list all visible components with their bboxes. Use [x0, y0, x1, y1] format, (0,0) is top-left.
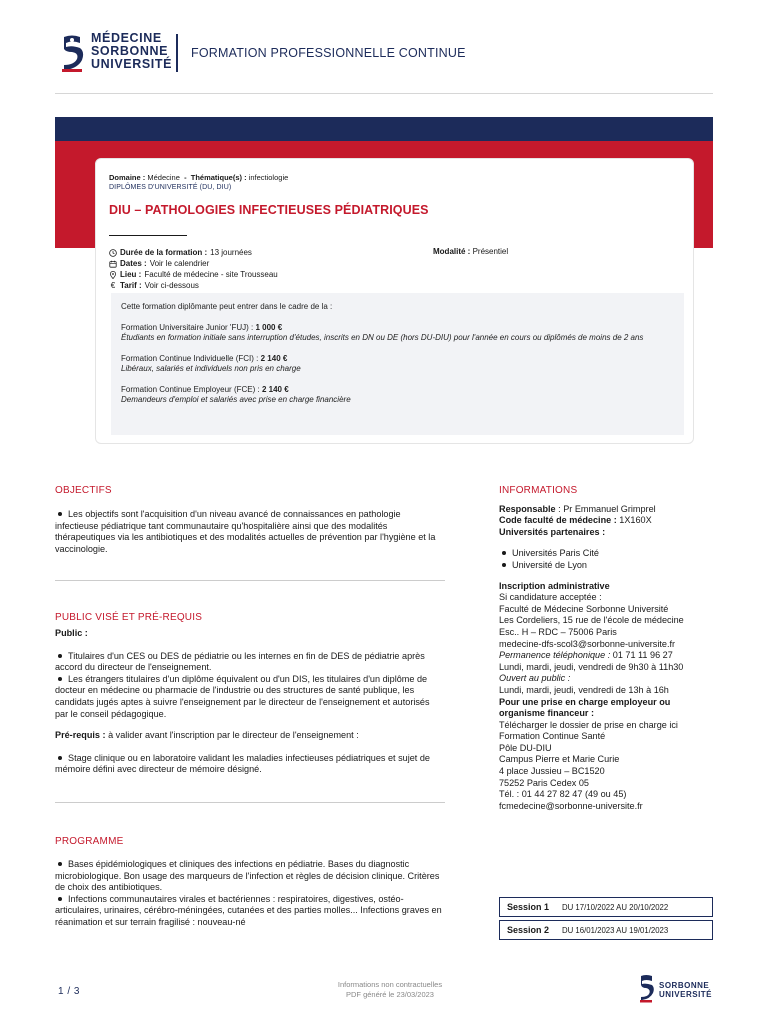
programme-section: [55, 836, 445, 929]
footer-logo-wordmark: [659, 981, 712, 999]
modalite-value: Présentiel: [472, 247, 509, 256]
footer-logo: [637, 975, 717, 1005]
code-label: Code faculté de médecine :: [499, 515, 617, 526]
inscription-line: Faculté de Médecine Sorbonne Université: [499, 603, 669, 614]
fci-label: Formation Continue Individuelle (FCI) :: [121, 354, 259, 363]
prereq-label: Pré-requis :: [55, 730, 106, 741]
faculty-logo[interactable]: [58, 32, 178, 76]
prereq-item-text: Stage clinique ou en laboratoire validant les maladies infectieuses pédiatriques et sujet de mémoire défini avec directeur de mémoire désigné.: [55, 752, 430, 775]
pricing-box: [111, 293, 684, 435]
logo-line-universite: UNIVERSITÉ: [91, 57, 173, 71]
fci-price: 2 140 €: [260, 354, 288, 363]
public-heading: PUBLIC VISÉ ET PRÉ-REQUIS: [55, 612, 203, 623]
logo-wordmark: [91, 32, 172, 71]
employeur-line: Formation Continue Santé: [499, 731, 606, 742]
location-pin-icon: [109, 271, 117, 279]
employeur-line: Pôle DU-DIU: [499, 742, 552, 753]
formation-title: DIU – PATHOLOGIES INFECTIEUSES PÉDIATRIQUES: [109, 203, 429, 217]
fact-duree-value: 13 journées: [210, 248, 252, 257]
banner-blue-band: [55, 117, 713, 141]
objectifs-heading: OBJECTIFS: [55, 485, 112, 496]
partenaire-text: Université de Lyon: [512, 559, 587, 570]
pricing-fuj: [121, 323, 674, 333]
domaine-label: Domaine :: [109, 173, 146, 182]
modalite-label: Modalité :: [433, 247, 471, 256]
public-item: [55, 674, 445, 720]
fuj-note: Étudiants en formation initiale sans interruption d'études, inscrits en DN ou DE (hors DU-DIU) pour l'année en cours ou diplômés de moins de 2 ans: [121, 333, 644, 342]
employeur-line: Campus Pierre et Marie Curie: [499, 754, 620, 765]
fact-dates-label: Dates :: [120, 259, 147, 268]
session-name: Session 2: [507, 925, 550, 935]
inscription-line: Esc.. H – RDC – 75006 Paris: [499, 626, 617, 637]
partenaire-text: Universités Paris Cité: [512, 548, 599, 559]
logo-line-medecine: MÉDECINE: [91, 31, 162, 45]
section-divider: [55, 580, 445, 581]
bullet-icon: [58, 756, 62, 760]
footer-logo-line2: UNIVERSITÉ: [659, 990, 713, 999]
session-row[interactable]: [499, 897, 713, 917]
employeur-email-link[interactable]: fcmedecine@sorbonne-universite.fr: [499, 800, 643, 811]
permanence-label: Permanence téléphonique :: [499, 650, 611, 661]
code-value: 1X160X: [619, 515, 652, 526]
header-title: FORMATION PROFESSIONNELLE CONTINUE: [191, 46, 466, 60]
public-item-text: Titulaires d'un CES ou DES de pédiatrie ou les internes en fin de DES de pédiatrie après accord du directeur de l'enseignement.: [55, 650, 425, 673]
pricing-fce: [121, 385, 674, 395]
fce-note: Demandeurs d'emploi et salariés avec prise en charge financière: [121, 395, 351, 404]
partenaire-item: [499, 548, 714, 560]
fact-dates: [109, 258, 278, 269]
sessions-table: [499, 897, 713, 943]
responsable-value: : Pr Emmanuel Grimprel: [558, 503, 656, 514]
employeur-phone: Tél. : 01 44 27 82 47 (49 ou 45): [499, 789, 627, 800]
footer-logo-line1: SORBONNE: [659, 981, 710, 990]
logo-line-sorbonne: SORBONNE: [91, 44, 169, 58]
page-header: [55, 30, 713, 94]
session-name: Session 1: [507, 902, 550, 912]
objectifs-text: Les objectifs sont l'acquisition d'un niveau avancé de connaissances en pathologie infectieuse pédiatrique tant communautaire qu'hospitalière ainsi que des modalités thérapeutiques via les antibiotiques et des modalités actuelles de prévention par l'hygiène et la vaccinologie.: [55, 509, 436, 554]
inscription-email-link[interactable]: medecine-dfs-scol3@sorbonne-universite.fr: [499, 638, 676, 649]
permanence-line: [499, 650, 714, 662]
fact-tarif: [109, 280, 278, 291]
fce-label: Formation Continue Employeur (FCE) :: [121, 385, 260, 394]
title-underline: [109, 235, 187, 236]
pricing-fci: [121, 354, 674, 364]
session-dates: DU 16/01/2023 AU 19/01/2023: [562, 925, 669, 935]
permanence-phone[interactable]: 01 71 11 96 27: [612, 650, 673, 661]
code-line: [499, 515, 714, 527]
formation-summary-card: [95, 158, 694, 444]
fact-lieu-label: Lieu :: [120, 270, 142, 279]
responsable-line: [499, 504, 714, 516]
fact-lieu-value: Faculté de médecine - site Trousseau: [144, 270, 278, 279]
partenaires-label: Universités partenaires :: [499, 526, 606, 537]
informations-heading: INFORMATIONS: [499, 485, 578, 496]
bullet-icon: [58, 862, 62, 866]
download-dossier-link[interactable]: Télécharger le dossier de prise en charge ici: [499, 719, 678, 730]
bullet-icon: [502, 551, 506, 555]
programme-item-text: Bases épidémiologiques et cliniques des infections en pédiatrie. Bases du diagnostic microbiologique. Bon usage des marqueurs de l'infection et règles de décision clinique. Critères de choix des antibiotiques.: [55, 859, 440, 893]
prereq-line: [55, 730, 445, 742]
bullet-icon: [58, 512, 62, 516]
fact-tarif-label: Tarif :: [120, 281, 142, 290]
fuj-price: 1 000 €: [255, 323, 283, 332]
inscription-label: Inscription administrative: [499, 580, 610, 591]
thematique-value[interactable]: infectiologie: [248, 173, 289, 182]
partenaire-item: [499, 560, 714, 572]
public-item: [55, 651, 445, 674]
thematique-label: Thématique(s) :: [190, 173, 247, 182]
inscription-line: Les Cordeliers, 15 rue de l'école de médecine: [499, 615, 684, 626]
fact-tarif-value: Voir ci-dessous: [144, 281, 199, 290]
informations-section: [499, 485, 714, 812]
domaine-value[interactable]: Médecine: [147, 173, 180, 182]
employeur-line: 4 place Jussieu – BC1520: [499, 766, 605, 777]
fuj-label: Formation Universitaire Junior 'FUJ) :: [121, 323, 254, 332]
ouvert-label: Ouvert au public :: [499, 673, 571, 684]
fact-duree-label: Durée de la formation :: [120, 248, 208, 257]
programme-item: [55, 859, 445, 894]
section-divider: [55, 802, 445, 803]
permanence-hours: Lundi, mardi, jeudi, vendredi de 9h30 à 11h30: [499, 661, 684, 672]
objectifs-text-block: [55, 509, 445, 555]
clock-icon: [109, 249, 117, 257]
employeur-line: 75252 Paris Cedex 05: [499, 777, 589, 788]
domain-line: [109, 173, 288, 182]
session-dates: DU 17/10/2022 AU 20/10/2022: [562, 902, 669, 912]
public-section: [55, 612, 445, 776]
domain-separator: -: [184, 173, 187, 182]
page-number: 1 / 3: [58, 986, 80, 997]
calendar-icon: [109, 260, 117, 268]
fact-dates-value[interactable]: Voir le calendrier: [149, 259, 210, 268]
fci-note: Libéraux, salariés et individuels non pris en charge: [121, 364, 301, 373]
footer-note-line1: Informations non contractuelles: [337, 980, 443, 989]
responsable-label: Responsable: [499, 503, 556, 514]
bullet-icon: [58, 677, 62, 681]
inscription-line: Si candidature acceptée :: [499, 592, 602, 603]
objectifs-section: [55, 485, 445, 555]
employeur-label: Pour une prise en charge employeur ou organisme financeur :: [499, 696, 671, 719]
public-item-text: Les étrangers titulaires d'un diplôme équivalent ou d'un DIS, les titulaires d'un diplôme de docteur en médecine ou pharmacie de l'industrie ou des structures de santé publique, les candidats jugés aptes à suivre l'enseignement par le directeur de l'enseignement et autorisés par le conseil pédagogique.: [55, 673, 430, 719]
pricing-intro: Cette formation diplômante peut entrer dans le cadre de la :: [121, 302, 333, 311]
bullet-icon: [502, 563, 506, 567]
programme-item-text: Infections communautaires virales et bactériennes : respiratoires, digestives, ostéo-articulaires, urinaires, cérébro-méningées, cutanées et des parties molles... Infections graves en réanimation et sur terrain fragilisé : nouveau-né: [55, 893, 442, 927]
category-link[interactable]: DIPLÔMES D'UNIVERSITÉ (DU, DIU): [109, 184, 232, 191]
bullet-icon: [58, 897, 62, 901]
euro-icon: €: [110, 281, 116, 290]
footer-note: [290, 980, 490, 1000]
public-label: Public :: [55, 628, 88, 638]
footer-note-line2: PDF généré le 23/03/2023: [346, 990, 434, 999]
fact-lieu: [109, 269, 278, 280]
programme-heading: PROGRAMME: [55, 836, 124, 847]
prereq-item: [55, 753, 445, 776]
sorbonne-s-logo-icon: [637, 975, 655, 1003]
header-divider: [176, 34, 178, 72]
session-row[interactable]: [499, 920, 713, 940]
bullet-icon: [58, 654, 62, 658]
modalite: [433, 247, 508, 256]
fact-duree: [109, 247, 278, 258]
prereq-text: à valider avant l'inscription par le directeur de l'enseignement :: [108, 730, 359, 741]
ouvert-hours: Lundi, mardi, jeudi, vendredi de 13h à 16h: [499, 684, 669, 695]
fce-price: 2 140 €: [261, 385, 289, 394]
programme-item: [55, 894, 445, 929]
sorbonne-s-logo-icon: [58, 35, 86, 73]
facts-list: [109, 247, 278, 291]
